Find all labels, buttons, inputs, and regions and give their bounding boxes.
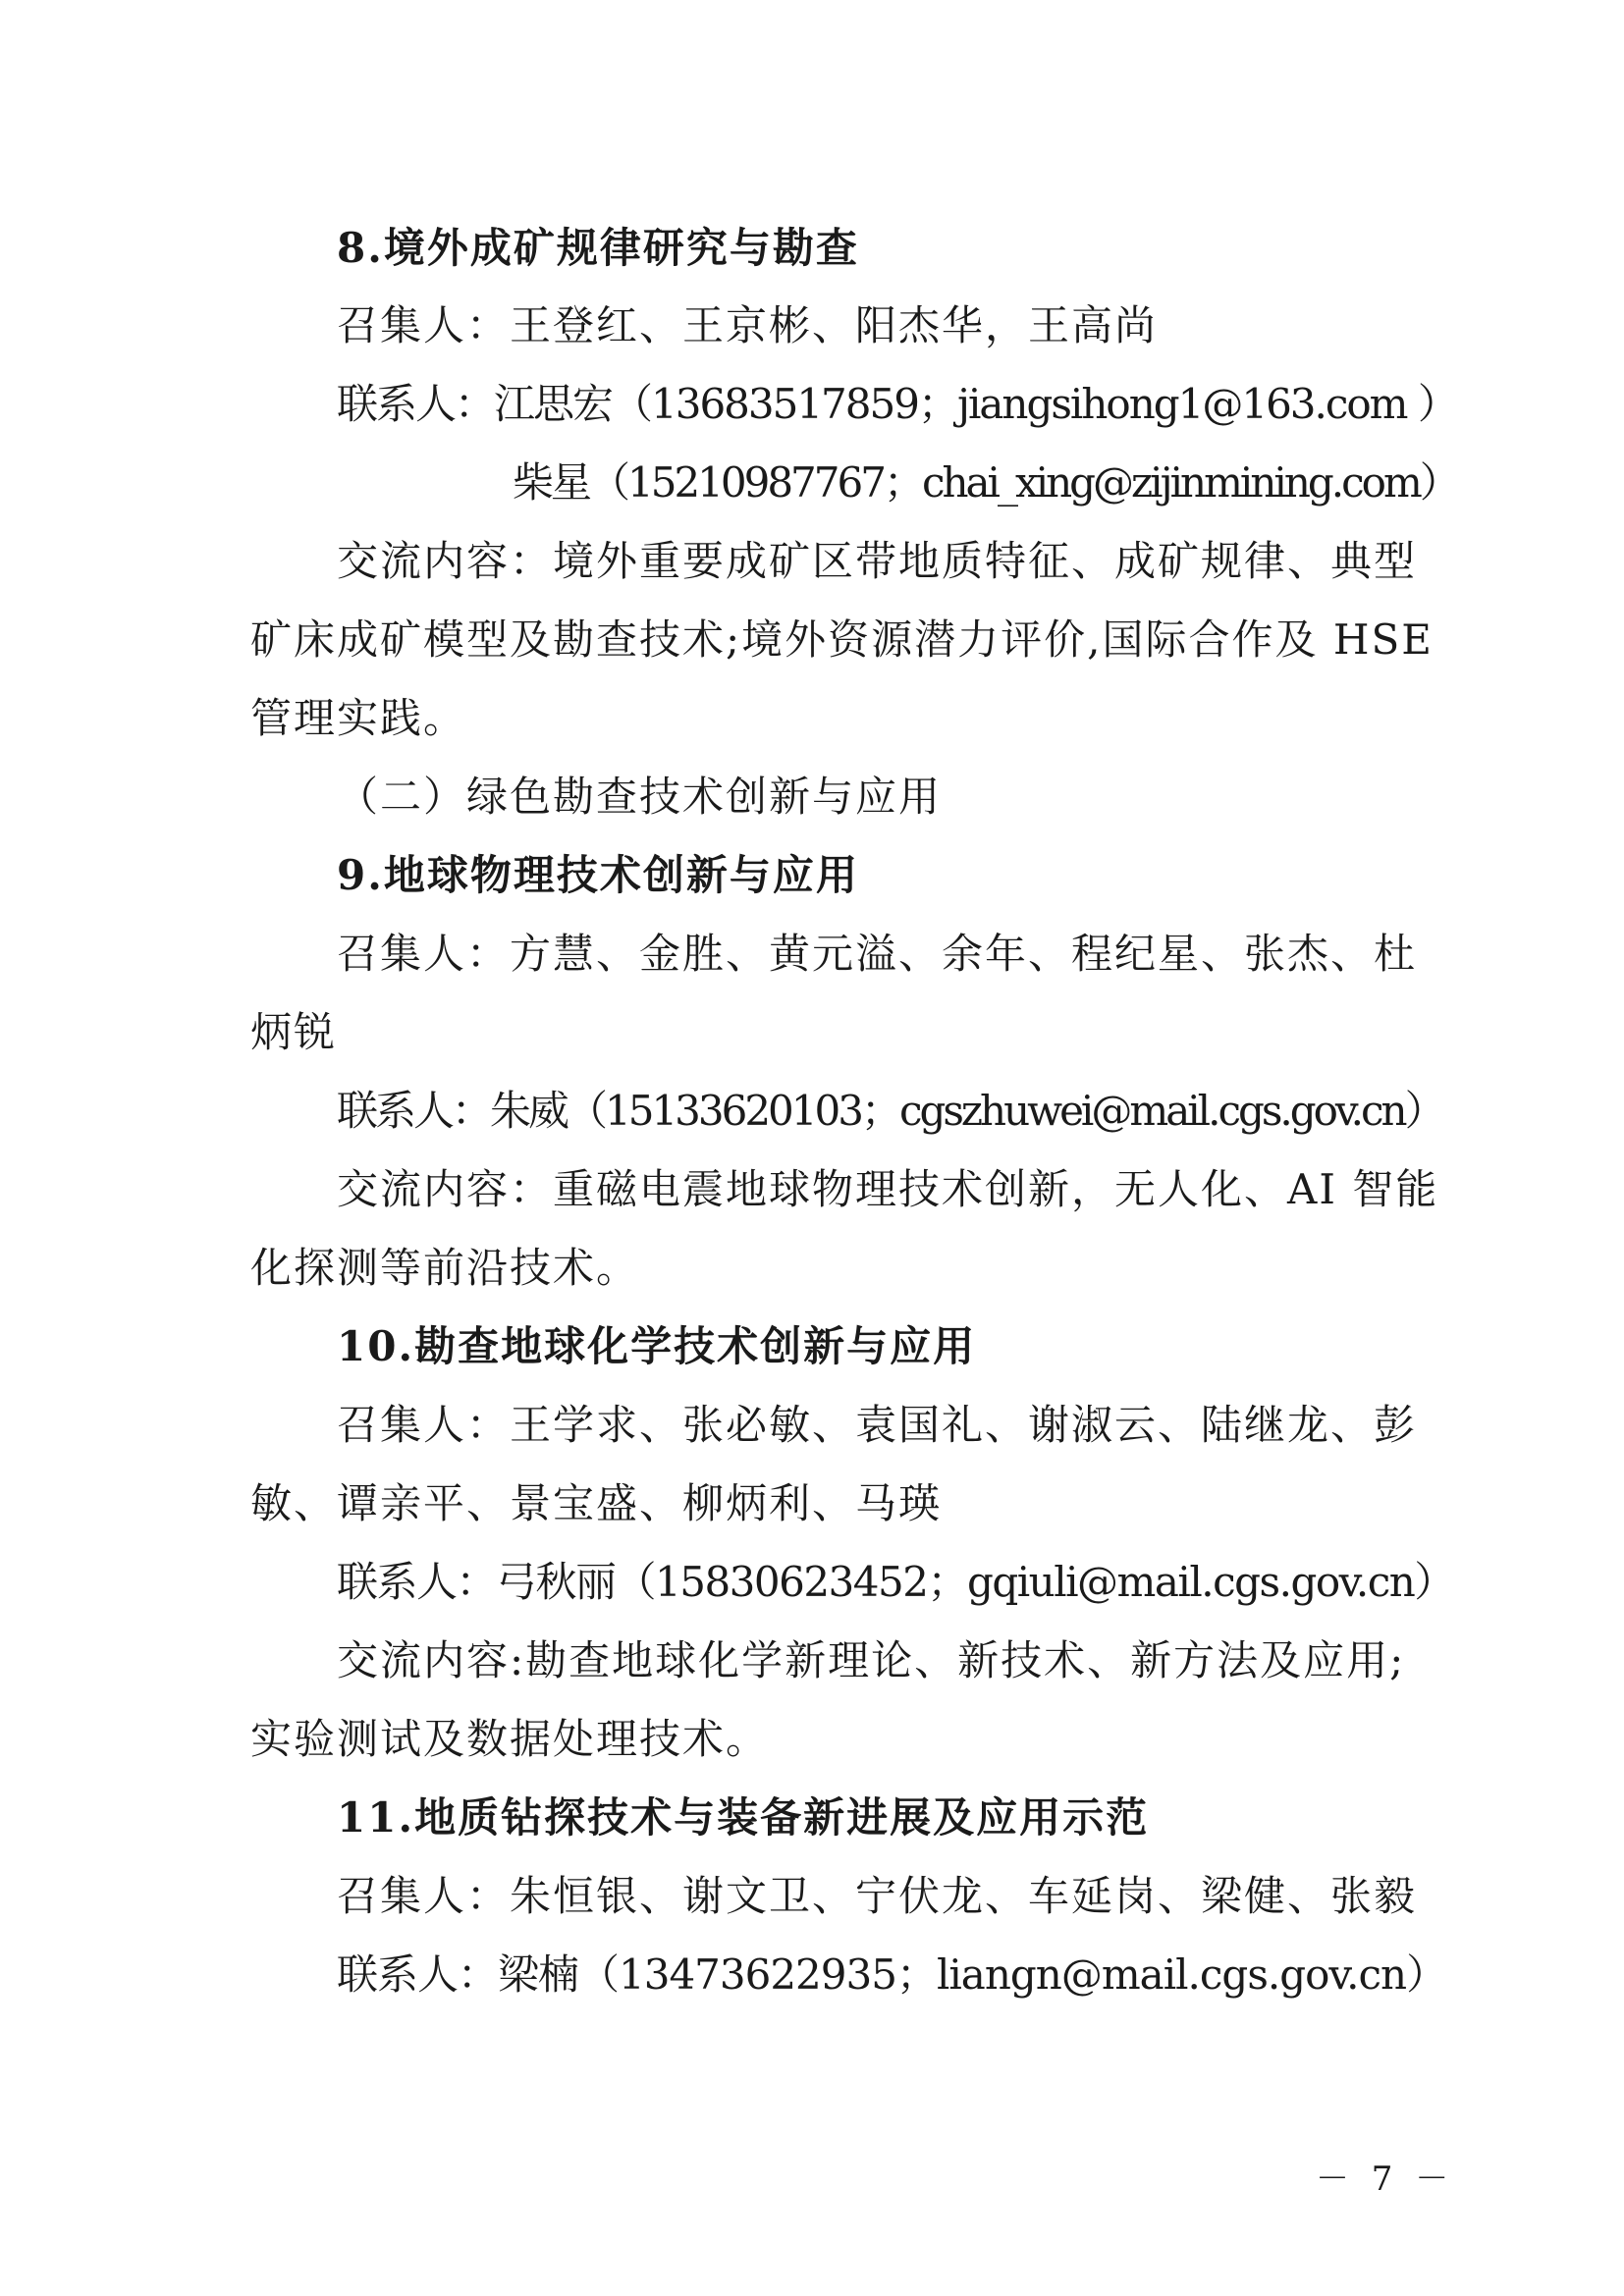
section-9-conveners-line-2: 炳锐: [250, 1008, 338, 1056]
section-9-content-line-2: 化探测等前沿技术。: [250, 1244, 640, 1292]
section-8-content-line-2: 矿床成矿模型及勘查技术;境外资源潜力评价,国际合作及 HSE: [250, 615, 1434, 664]
section-10-content-line-1: 交流内容:勘查地球化学新理论、新技术、新方法及应用;: [337, 1636, 1406, 1684]
page-number: － 7 －: [1316, 2160, 1455, 2199]
section-10-content-line-2: 实验测试及数据处理技术。: [250, 1715, 770, 1763]
section-8-heading: 8.境外成矿规律研究与勘查: [337, 224, 859, 272]
section-11-contact: 联系人：梁楠（13473622935；liangn@mail.cgs.gov.cn）: [337, 1950, 1447, 1999]
section-8-content-line-3: 管理实践。: [250, 694, 467, 742]
section-9-conveners-line-1: 召集人：方慧、金胜、黄元溢、余年、程纪星、张杰、杜: [337, 930, 1418, 978]
section-8-contact-1: 联系人：江思宏（13683517859；jiangsihong1@163.com ）: [337, 380, 1457, 428]
section-11-conveners: 召集人：朱恒银、谢文卫、宁伏龙、车延岗、梁健、张毅: [337, 1872, 1418, 1920]
section-9-contact: 联系人：朱威（15133620103；cgszhuwei@mail.cgs.gov.cn）: [337, 1087, 1443, 1135]
section-8-contact-2: 柴星（15210987767；chai_xing@zijinmining.com）: [513, 458, 1458, 507]
part-2-title: （二）绿色勘查技术创新与应用: [337, 773, 943, 821]
section-10-heading: 10.勘查地球化学技术创新与应用: [337, 1322, 977, 1370]
section-10-conveners-line-1: 召集人：王学求、张必敏、袁国礼、谢淑云、陆继龙、彭: [337, 1401, 1418, 1449]
section-8-conveners: 召集人：王登红、王京彬、阳杰华，王高尚: [337, 301, 1159, 349]
section-8-content-line-1: 交流内容：境外重要成矿区带地质特征、成矿规律、典型: [337, 537, 1418, 585]
section-11-heading: 11.地质钻探技术与装备新进展及应用示范: [337, 1793, 1150, 1842]
section-10-contact: 联系人：弓秋丽（15830623452；gqiuli@mail.cgs.gov.cn）: [337, 1558, 1454, 1606]
section-9-heading: 9.地球物理技术创新与应用: [337, 851, 859, 899]
section-10-conveners-line-2: 敏、谭亲平、景宝盛、柳炳利、马瑛: [250, 1479, 943, 1527]
section-9-content-line-1: 交流内容：重磁电震地球物理技术创新，无人化、AI 智能: [337, 1165, 1439, 1213]
